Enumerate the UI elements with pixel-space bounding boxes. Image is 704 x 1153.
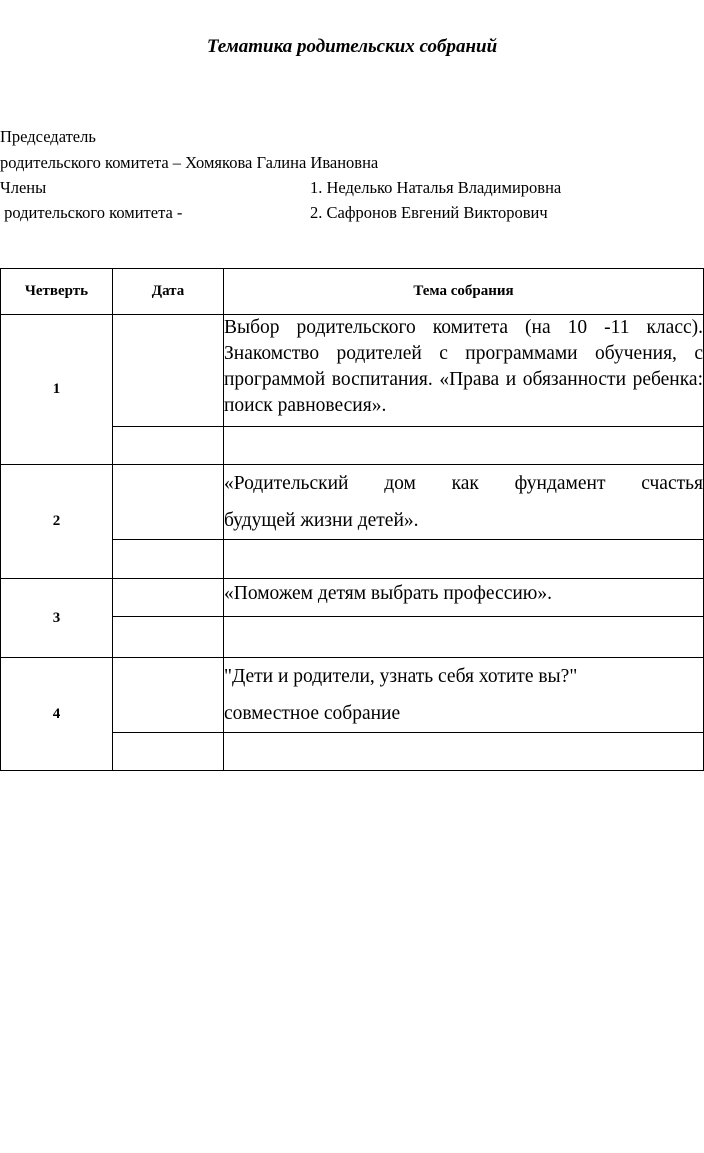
date-cell (113, 579, 224, 617)
quarter-cell: 4 (1, 658, 113, 771)
topic-cell-extra (224, 540, 704, 579)
date-cell (113, 315, 224, 427)
topic-line-2: совместное собрание (224, 703, 401, 724)
header-quarter: Четверть (1, 269, 113, 315)
topic-cell-extra (224, 733, 704, 771)
table-header-row (1, 269, 704, 315)
topic-line-2: будущей жизни детей». (224, 510, 419, 531)
meetings-table (0, 268, 704, 771)
topic-cell-extra (224, 617, 704, 658)
quarter-cell: 2 (1, 465, 113, 579)
date-cell (113, 465, 224, 540)
table-row (1, 658, 704, 733)
topic-cell (224, 465, 704, 540)
topic-line-1: «Родительский дом как фундамент счастья (224, 473, 703, 494)
topic-cell (224, 658, 704, 733)
table-row (1, 315, 704, 427)
table-row (1, 579, 704, 617)
quarter-cell: 1 (1, 315, 113, 465)
chair-label: Председатель (0, 127, 96, 146)
topic-cell-extra (224, 427, 704, 465)
members-label: Члены (0, 178, 47, 197)
topic-line-1: "Дети и родители, узнать себя хотите вы?" (224, 666, 578, 687)
chair-line: родительского комитета – Хомякова Галина Ивановна (0, 153, 379, 172)
header-date: Дата (113, 269, 224, 315)
page-title: Тематика родительских собраний (206, 36, 498, 57)
date-cell-extra (113, 617, 224, 658)
member-2: 2. Сафронов Евгений Викторович (310, 203, 548, 222)
date-cell-extra (113, 733, 224, 771)
topic-cell: «Поможем детям выбрать профессию». (224, 579, 704, 617)
date-cell-extra (113, 427, 224, 465)
topic-cell: Выбор родительского комитета (на 10 -11 класс). Знакомство родителей с программами обучения, с программой воспитания. «Права и обязанности ребенка: поиск равновесия». (224, 315, 704, 427)
quarter-cell: 3 (1, 579, 113, 658)
table-row (1, 465, 704, 540)
member-1: 1. Неделько Наталья Владимировна (310, 178, 562, 197)
header-topic: Тема собрания (224, 269, 704, 315)
members-label-2: родительского комитета - (0, 203, 183, 222)
date-cell (113, 658, 224, 733)
date-cell-extra (113, 540, 224, 579)
